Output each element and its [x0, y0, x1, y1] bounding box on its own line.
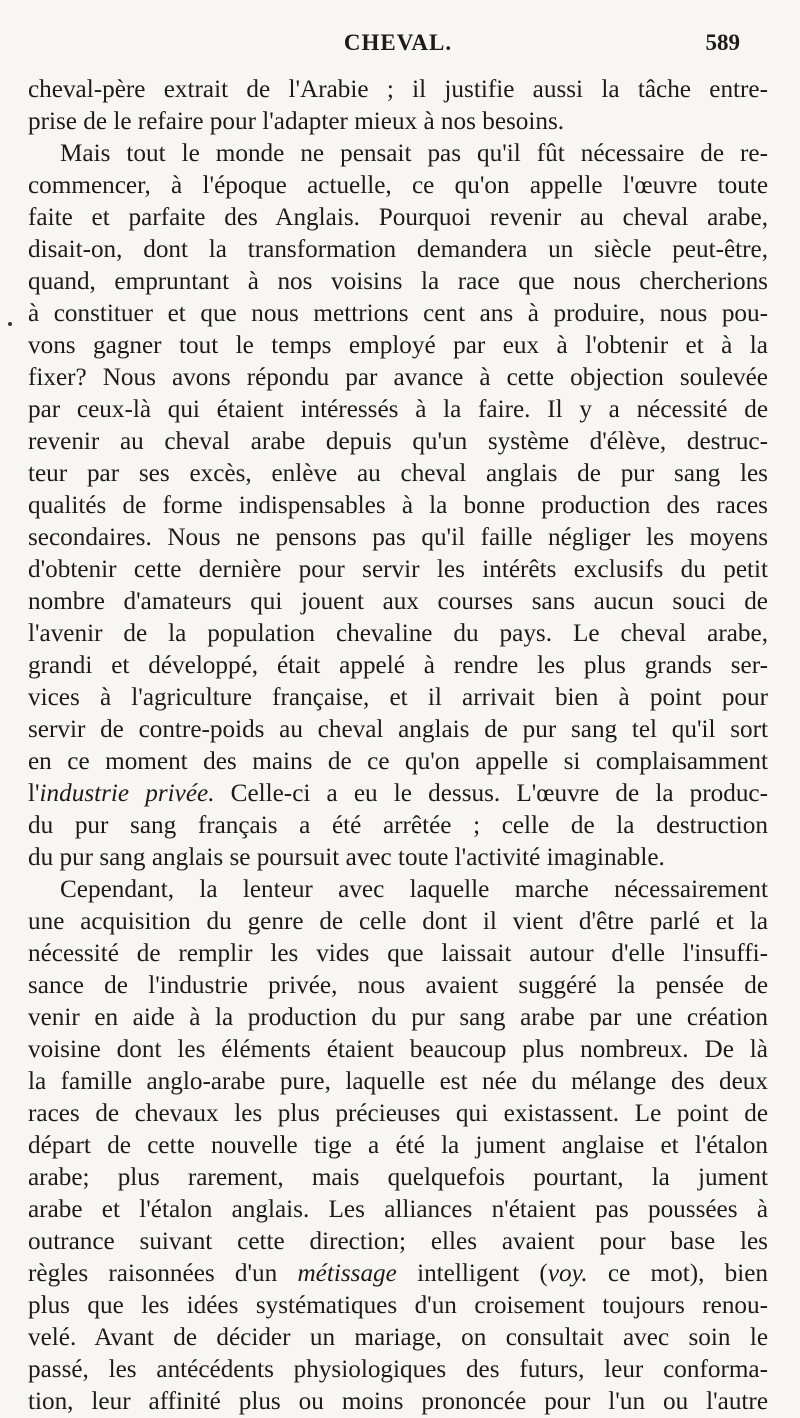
text-line: tion, leur affinité plus ou moins prononcée pour l'un ou l'autre	[28, 1388, 768, 1415]
italic-term: industrie privée.	[39, 780, 215, 807]
text-line: secondaires. Nous ne pensons pas qu'il faille négliger les moyens	[28, 524, 768, 551]
page-number: 589	[705, 30, 740, 55]
text-line: races de chevaux les plus précieuses qui existassent. Le point de	[28, 1100, 768, 1127]
text-line: teur par ses excès, enlève au cheval anglais de pur sang les	[28, 460, 768, 487]
text-line: nécessité de remplir les vides que laissait autour d'elle l'insuffi-	[28, 940, 768, 967]
text-line: en ce moment des mains de ce qu'on appelle si complaisamment	[28, 748, 768, 775]
text-line: commencer, à l'époque actuelle, ce qu'on appelle l'œuvre toute	[28, 172, 768, 199]
text-line: l'avenir de la population chevaline du pays. Le cheval arabe,	[28, 620, 768, 647]
text-line: cheval-père extrait de l'Arabie ; il justifie aussi la tâche entre-	[28, 76, 768, 103]
text-line: fixer? Nous avons répondu par avance à cette objection soulevée	[28, 364, 768, 391]
italic-term: voy.	[547, 1260, 588, 1287]
text-line: la famille anglo-arabe pure, laquelle est née du mélange des deux	[28, 1068, 768, 1095]
text-line: passé, les antécédents physiologiques des futurs, leur conforma-	[28, 1356, 768, 1383]
page-header	[28, 30, 768, 64]
text-line: faite et parfaite des Anglais. Pourquoi revenir au cheval arabe,	[28, 204, 768, 231]
text-line: velé. Avant de décider un mariage, on consultait avec soin le	[28, 1324, 768, 1351]
text-line: du pur sang français a été arrêtée ; celle de la destruction	[28, 812, 768, 839]
body-text	[28, 74, 768, 1418]
line-text-part: l'	[28, 780, 40, 807]
text-line: revenir au cheval arabe depuis qu'un système d'élève, destruc-	[28, 428, 768, 455]
text-line: quand, empruntant à nos voisins la race que nous chercherions	[28, 268, 768, 295]
text-line: Mais tout le monde ne pensait pas qu'il fût nécessaire de re-	[60, 140, 768, 167]
text-line: disait-on, dont la transformation demandera un siècle peut-être,	[28, 236, 768, 263]
italic-term: métissage	[297, 1260, 397, 1287]
text-line: d'obtenir cette dernière pour servir les intérêts exclusifs du petit	[28, 556, 768, 583]
text-line: du pur sang anglais se poursuit avec toute l'activité imaginable.	[28, 844, 665, 871]
text-line: voisine dont les éléments étaient beaucoup plus nombreux. De là	[28, 1036, 768, 1063]
text-line: par ceux-là qui étaient intéressés à la faire. Il y a nécessité de	[28, 396, 768, 423]
text-line	[28, 1258, 768, 1290]
text-line: venir en aide à la production du pur sang arabe par une création	[28, 1004, 768, 1031]
text-line: servir de contre-poids au cheval anglais de pur sang tel qu'il sort	[28, 716, 768, 743]
text-line: qualités de forme indispensables à la bonne production des races	[28, 492, 768, 519]
text-line: départ de cette nouvelle tige a été la jument anglaise et l'étalon	[28, 1132, 768, 1159]
text-line: prise de le refaire pour l'adapter mieux à nos besoins.	[28, 108, 565, 135]
text-line: grandi et développé, était appelé à rendre les plus grands ser-	[28, 652, 768, 679]
print-speck	[8, 322, 12, 326]
text-line: vices à l'agriculture française, et il arrivait bien à point pour	[28, 684, 768, 711]
text-line: à constituer et que nous mettrions cent ans à produire, nous pou-	[28, 300, 768, 327]
text-line: vons gagner tout le temps employé par eux à l'obtenir et à la	[28, 332, 768, 359]
text-line: nombre d'amateurs qui jouent aux courses sans aucun souci de	[28, 588, 768, 615]
book-page	[28, 30, 768, 1418]
line-text-part: Celle-ci a eu le dessus. L'œuvre de la produc-	[214, 780, 768, 807]
line-text-part: intelligent (	[396, 1260, 548, 1287]
text-line: arabe; plus rarement, mais quelquefois pourtant, la jument	[28, 1164, 768, 1191]
text-line: sance de l'industrie privée, nous avaient suggéré la pensée de	[28, 972, 768, 999]
text-line: Cependant, la lenteur avec laquelle marche nécessairement	[60, 876, 768, 903]
text-line: une acquisition du genre de celle dont il vient d'être parlé et la	[28, 908, 768, 935]
text-line	[28, 778, 768, 810]
line-text-part: règles raisonnées d'un	[28, 1260, 298, 1287]
text-line: plus que les idées systématiques d'un croisement toujours renou-	[28, 1292, 768, 1319]
text-line: arabe et l'étalon anglais. Les alliances n'étaient pas poussées à	[28, 1196, 768, 1223]
text-line: outrance suivant cette direction; elles avaient pour base les	[28, 1228, 768, 1255]
running-head: CHEVAL.	[343, 30, 453, 55]
line-text-part: ce mot), bien	[587, 1260, 768, 1287]
